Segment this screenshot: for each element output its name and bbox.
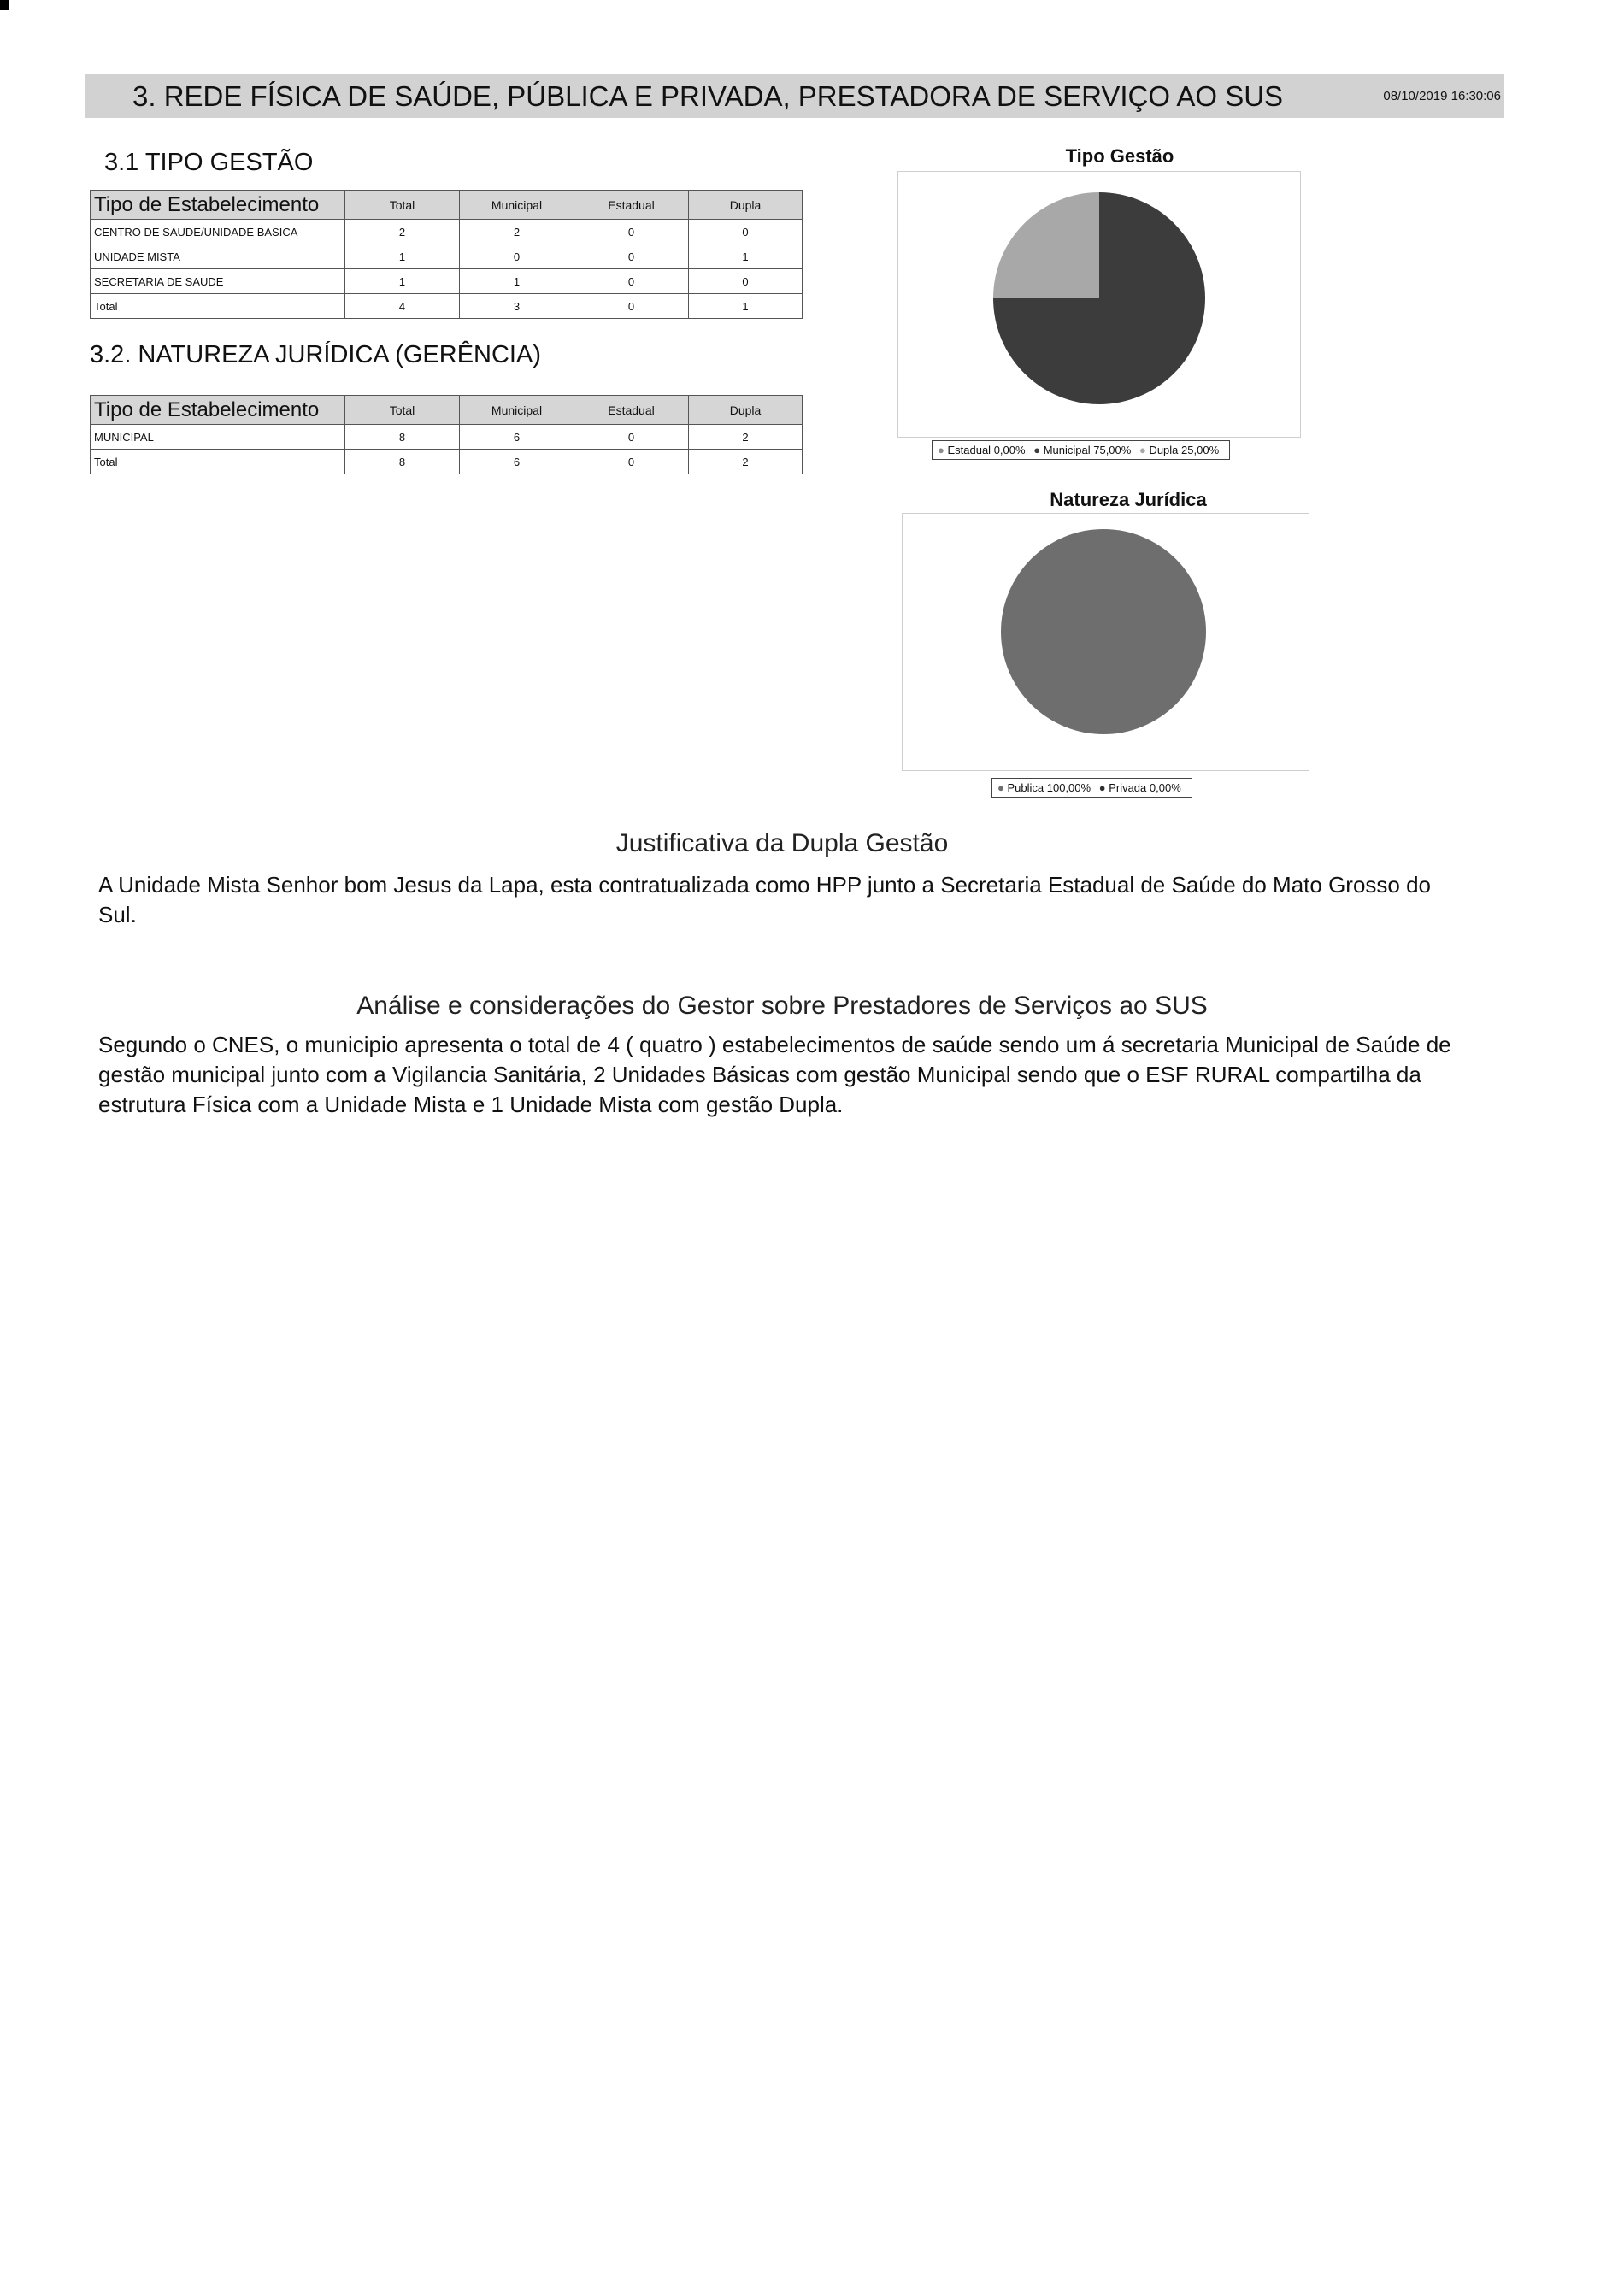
legend-label: Publica <box>1007 781 1044 794</box>
table-cell: 0 <box>460 244 574 269</box>
column-header: Total <box>345 396 460 425</box>
tipo-gestao-pie-chart <box>898 172 1300 437</box>
legend-label: Municipal <box>1043 444 1091 456</box>
table-cell: 2 <box>689 450 803 474</box>
table-cell: SECRETARIA DE SAUDE <box>91 269 345 294</box>
legend-value: 75,00% <box>1093 444 1132 456</box>
natureza-juridica-chart-frame <box>902 513 1309 771</box>
analise-text: Segundo o CNES, o municipio apresenta o total de 4 ( quatro ) estabelecimentos de saúde sendo um á secretaria Municipal de Saúde de gestão municipal junto com a Vigilancia Sanitária, 2 Unidades Básicas com gestão Municipal sendo que o ESF RURAL compartilha da estrutura Física com a Unidade Mista e 1 Unidade Mista com gestão Dupla. <box>98 1032 1451 1117</box>
table-row <box>91 450 803 474</box>
natureza-juridica-legend <box>991 778 1192 798</box>
column-header: Estadual <box>574 396 689 425</box>
table-cell: Total <box>91 450 345 474</box>
column-header: Total <box>345 191 460 220</box>
column-header: Municipal <box>460 396 574 425</box>
report-datetime: 08/10/2019 16:30:06 <box>1383 89 1501 103</box>
table-cell: 1 <box>345 244 460 269</box>
column-header: Tipo de Estabelecimento <box>91 191 345 220</box>
legend-dot-icon: ● <box>1098 781 1106 794</box>
table-cell: MUNICIPAL <box>91 425 345 450</box>
table-cell: 0 <box>574 244 689 269</box>
column-header: Tipo de Estabelecimento <box>91 396 345 425</box>
table-cell: 1 <box>689 294 803 319</box>
justificativa-title: Justificativa da Dupla Gestão <box>615 829 949 857</box>
tipo-gestao-table <box>90 190 803 319</box>
tipo-gestao-chart-title: Tipo Gestão <box>1065 145 1174 167</box>
column-header: Dupla <box>689 191 803 220</box>
table-cell: 0 <box>689 269 803 294</box>
analise-title: Análise e considerações do Gestor sobre Prestadores de Serviços ao SUS <box>356 992 1208 1020</box>
legend-dot-icon: ● <box>938 444 944 456</box>
natureza-juridica-title: 3.2. NATUREZA JURÍDICA (GERÊNCIA) <box>90 341 541 368</box>
legend-item-dupla <box>1139 444 1219 456</box>
legend-label: Privada <box>1109 781 1147 794</box>
column-header: Dupla <box>689 396 803 425</box>
table-cell: 8 <box>345 450 460 474</box>
table-cell: 0 <box>574 294 689 319</box>
table-cell: Total <box>91 294 345 319</box>
natureza-juridica-pie-chart <box>903 514 1309 770</box>
table-cell: 6 <box>460 450 574 474</box>
natureza-juridica-table <box>90 395 803 474</box>
legend-dot-icon: ● <box>1033 444 1041 456</box>
column-header: Municipal <box>460 191 574 220</box>
table-row <box>91 244 803 269</box>
table-cell: 0 <box>574 269 689 294</box>
section-header-title: 3. REDE FÍSICA DE SAÚDE, PÚBLICA E PRIVADA, PRESTADORA DE SERVIÇO AO SUS <box>132 80 1284 112</box>
legend-value: 0,00% <box>1149 781 1181 794</box>
legend-label: Estadual <box>947 444 991 456</box>
table-cell: 0 <box>689 220 803 244</box>
table-cell: 2 <box>460 220 574 244</box>
tipo-gestao-pie <box>993 192 1205 404</box>
table-header-row <box>91 396 803 425</box>
table-row <box>91 220 803 244</box>
table-cell: 6 <box>460 425 574 450</box>
legend-item-estadual <box>938 444 1028 456</box>
legend-item-privada <box>1099 781 1181 794</box>
legend-value: 25,00% <box>1181 444 1220 456</box>
tipo-gestao-chart-frame <box>897 171 1301 438</box>
table-cell: 0 <box>574 450 689 474</box>
table-row <box>91 294 803 319</box>
legend-label: Dupla <box>1149 444 1179 456</box>
column-header: Estadual <box>574 191 689 220</box>
tipo-gestao-title: 3.1 TIPO GESTÃO <box>104 149 314 176</box>
table-cell: 2 <box>345 220 460 244</box>
legend-item-publica <box>997 781 1094 794</box>
legend-dot-icon: ● <box>997 781 1004 794</box>
scan-corner-mark <box>0 0 9 10</box>
legend-dot-icon: ● <box>1139 444 1146 456</box>
table-cell: 3 <box>460 294 574 319</box>
table-cell: 8 <box>345 425 460 450</box>
legend-value: 0,00% <box>993 444 1026 456</box>
table-cell: 0 <box>574 220 689 244</box>
table-cell: 1 <box>345 269 460 294</box>
natureza-juridica-pie <box>1001 529 1206 734</box>
natureza-juridica-chart-title: Natureza Jurídica <box>1050 489 1207 510</box>
legend-item-municipal <box>1033 444 1134 456</box>
table-cell: UNIDADE MISTA <box>91 244 345 269</box>
table-cell: 4 <box>345 294 460 319</box>
table-row <box>91 269 803 294</box>
legend-value: 100,00% <box>1046 781 1091 794</box>
table-cell: 0 <box>574 425 689 450</box>
table-cell: CENTRO DE SAUDE/UNIDADE BASICA <box>91 220 345 244</box>
table-cell: 1 <box>460 269 574 294</box>
pie-slice-publica <box>1001 529 1206 734</box>
table-cell: 1 <box>689 244 803 269</box>
pie-slice-dupla <box>993 192 1099 298</box>
table-row <box>91 425 803 450</box>
table-cell: 2 <box>689 425 803 450</box>
justificativa-text: A Unidade Mista Senhor bom Jesus da Lapa, esta contratualizada como HPP junto a Secretaria Estadual de Saúde do Mato Grosso do Sul. <box>98 872 1432 927</box>
tipo-gestao-legend <box>932 440 1230 460</box>
section-header-bar <box>85 74 1504 118</box>
table-header-row <box>91 191 803 220</box>
